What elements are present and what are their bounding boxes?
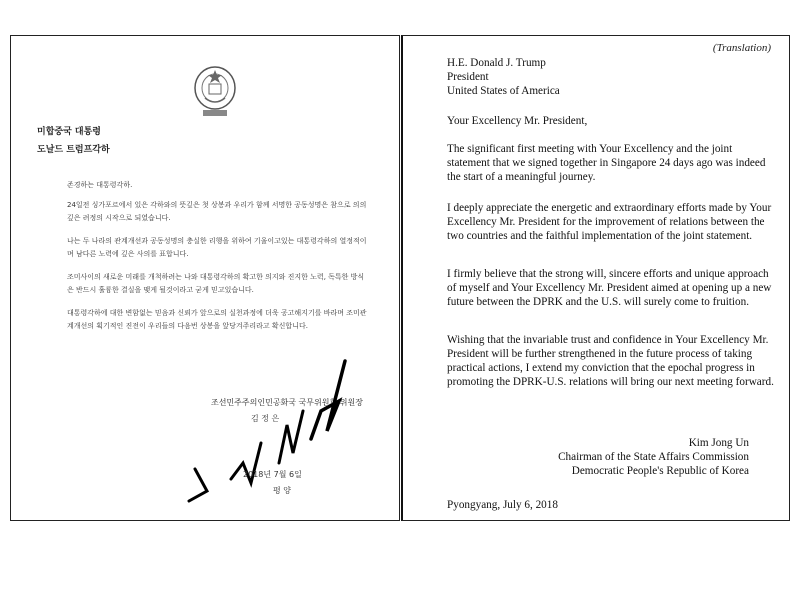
signature-scrawl [181, 351, 351, 511]
korean-salutation: 존경하는 대통령각하. [67, 181, 133, 189]
address-title: President [447, 71, 489, 83]
paragraph-3: I firmly believe that the strong will, sincere efforts and unique approach of myself and Your Excellency Mr. President aimed at opening up a new future between the DPRK and the U.S. will surely come to fruition. [447, 268, 772, 308]
address-country: United States of America [447, 85, 560, 97]
korean-place: 평 양 [273, 486, 291, 495]
paragraph-2: I deeply appreciate the energetic and extraordinary efforts made by Your Excellency Mr. President for the improvement of relations between the two countries and the faithful implementation of the joint statement. [447, 202, 772, 242]
sender-country: Democratic People's Republic of Korea [571, 465, 749, 477]
english-translation-page [401, 35, 790, 521]
address-block [447, 56, 777, 98]
korean-signature-title: 조선민주주의인민공화국 국무위원회 위원장 [211, 398, 363, 407]
korean-paragraph-4: 대통령각하에 대한 변함없는 믿음과 신뢰가 앞으로의 실천과정에 더욱 공고해지기를 바라며 조미관계개선의 획기적인 진전이 우리들의 다음번 상봉을 앞당겨주리라고 확신합니다. [67, 309, 367, 330]
place-date: Pyongyang, July 6, 2018 [447, 499, 558, 511]
korean-paragraph-2: 나는 두 나라의 관계개선과 공동성명의 충실한 리행을 위하여 기울이고있는 대통령각하의 열정적이며 남다른 노력에 깊은 사의를 표합니다. [67, 237, 367, 258]
sender-title: Chairman of the State Affairs Commission [558, 451, 749, 463]
address-name: H.E. Donald J. Trump [447, 57, 546, 69]
korean-paragraph-1: 24일전 싱가포르에서 있은 각하와의 뜻깊은 첫 상봉과 우리가 함께 서명한 공동성명은 참으로 의의깊은 려정의 시작으로 되였습니다. [67, 201, 367, 222]
paragraph-1: The significant first meeting with Your Excellency and the joint statement that we signed together in Singapore 24 days ago was indeed the start of a meaningful journey. [447, 143, 766, 183]
korean-paragraph-3: 조미사이의 새로운 미래를 개척하려는 나와 대통령각하의 확고한 의지와 진지한 노력, 독특한 방식은 반드시 훌륭한 결실을 맺게 될것이라고 굳게 믿고있습니다. [67, 273, 365, 294]
sender-name: Kim Jong Un [688, 437, 749, 449]
state-emblem-icon [191, 64, 239, 122]
paragraph-4: Wishing that the invariable trust and confidence in Your Excellency Mr. President will be further strengthened in the future process of taking practical actions, I extend my conviction that the epochal progress in promoting the DPRK-U.S. relations will bring our next meeting forward. [447, 334, 774, 388]
translation-note: (Translation) [712, 42, 771, 54]
recipient-name: 도날드 트럼프각하 [37, 145, 110, 155]
sender-block [513, 436, 749, 478]
recipient-title: 미합중국 대통령 [37, 127, 101, 137]
korean-date: 2018년 7월 6일 [243, 470, 302, 479]
korean-signature-name: 김 정 은 [251, 414, 280, 423]
korean-letter-page [10, 35, 400, 521]
salutation: Your Excellency Mr. President, [447, 115, 588, 127]
